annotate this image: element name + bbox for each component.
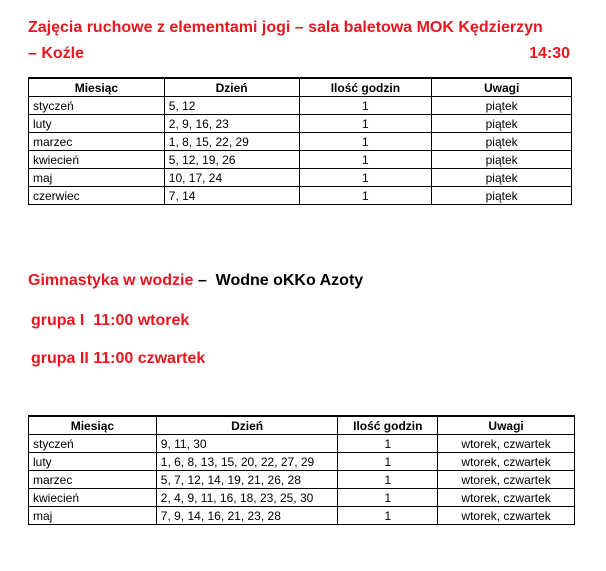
table-row <box>29 187 572 205</box>
cell-days: 5, 12 <box>164 97 299 115</box>
cell-hours: 1 <box>338 489 438 507</box>
cell-hours: 1 <box>299 169 432 187</box>
column-header-day: Dzień <box>156 416 338 435</box>
cell-days: 5, 12, 19, 26 <box>164 151 299 169</box>
column-header-notes: Uwagi <box>432 78 572 97</box>
cell-days: 10, 17, 24 <box>164 169 299 187</box>
cell-notes: piątek <box>432 97 572 115</box>
cell-days: 2, 9, 16, 23 <box>164 115 299 133</box>
cell-hours: 1 <box>299 187 432 205</box>
cell-month: kwiecień <box>29 489 157 507</box>
cell-hours: 1 <box>338 453 438 471</box>
cell-month: luty <box>29 453 157 471</box>
cell-days: 5, 7, 12, 14, 19, 21, 26, 28 <box>156 471 338 489</box>
cell-notes: piątek <box>432 133 572 151</box>
table-row <box>29 471 575 489</box>
table-row <box>29 435 575 453</box>
section2-title-red: Gimnastyka w wodzie <box>28 272 194 289</box>
cell-month: kwiecień <box>29 151 165 169</box>
cell-hours: 1 <box>338 507 438 525</box>
cell-days: 7, 9, 14, 16, 21, 23, 28 <box>156 507 338 525</box>
column-header-month: Miesiąc <box>29 78 165 97</box>
table-row <box>29 453 575 471</box>
table-row <box>29 169 572 187</box>
cell-notes: wtorek, czwartek <box>438 453 575 471</box>
cell-days: 9, 11, 30 <box>156 435 338 453</box>
cell-days: 7, 14 <box>164 187 299 205</box>
cell-month: marzec <box>29 133 165 151</box>
column-header-month: Miesiąc <box>29 416 157 435</box>
table-row <box>29 507 575 525</box>
cell-hours: 1 <box>338 435 438 453</box>
group-2-label: grupa II 11:00 czwartek <box>31 350 206 367</box>
cell-notes: piątek <box>432 115 572 133</box>
cell-notes: piątek <box>432 187 572 205</box>
cell-days: 2, 4, 9, 11, 16, 18, 23, 25, 30 <box>156 489 338 507</box>
cell-hours: 1 <box>299 151 432 169</box>
section1-title <box>28 15 570 67</box>
section1-title-line1: Zajęcia ruchowe z elementami jogi – sala baletowa MOK Kędzierzyn <box>28 19 543 36</box>
column-header-day: Dzień <box>164 78 299 97</box>
cell-notes: piątek <box>432 169 572 187</box>
section2-title <box>28 272 363 290</box>
table-row <box>29 489 575 507</box>
cell-notes: wtorek, czwartek <box>438 507 575 525</box>
cell-hours: 1 <box>299 115 432 133</box>
cell-days: 1, 8, 15, 22, 29 <box>164 133 299 151</box>
cell-month: styczeń <box>29 435 157 453</box>
cell-month: luty <box>29 115 165 133</box>
schedule-table-yoga <box>28 77 572 205</box>
cell-notes: wtorek, czwartek <box>438 435 575 453</box>
table-row <box>29 97 572 115</box>
column-header-hours: Ilość godzin <box>299 78 432 97</box>
section1-title-line2: – Koźle <box>28 45 85 62</box>
cell-hours: 1 <box>338 471 438 489</box>
cell-hours: 1 <box>299 97 432 115</box>
cell-month: czerwiec <box>29 187 165 205</box>
cell-days: 1, 6, 8, 13, 15, 20, 22, 27, 29 <box>156 453 338 471</box>
cell-month: maj <box>29 507 157 525</box>
table-row <box>29 115 572 133</box>
cell-notes: wtorek, czwartek <box>438 471 575 489</box>
section2-title-separator: – <box>193 272 216 289</box>
column-header-notes: Uwagi <box>438 416 575 435</box>
table-header-row <box>29 78 572 97</box>
table-row <box>29 151 572 169</box>
group-1-label: grupa I 11:00 wtorek <box>31 312 190 329</box>
schedule-table-water-gym <box>28 415 575 525</box>
section1-time: 14:30 <box>529 45 570 62</box>
table-header-row <box>29 416 575 435</box>
cell-notes: piątek <box>432 151 572 169</box>
cell-month: marzec <box>29 471 157 489</box>
cell-month: styczeń <box>29 97 165 115</box>
cell-notes: wtorek, czwartek <box>438 489 575 507</box>
cell-hours: 1 <box>299 133 432 151</box>
column-header-hours: Ilość godzin <box>338 416 438 435</box>
table-row <box>29 133 572 151</box>
section2-title-venue: Wodne oKKo Azoty <box>215 272 364 289</box>
cell-month: maj <box>29 169 165 187</box>
